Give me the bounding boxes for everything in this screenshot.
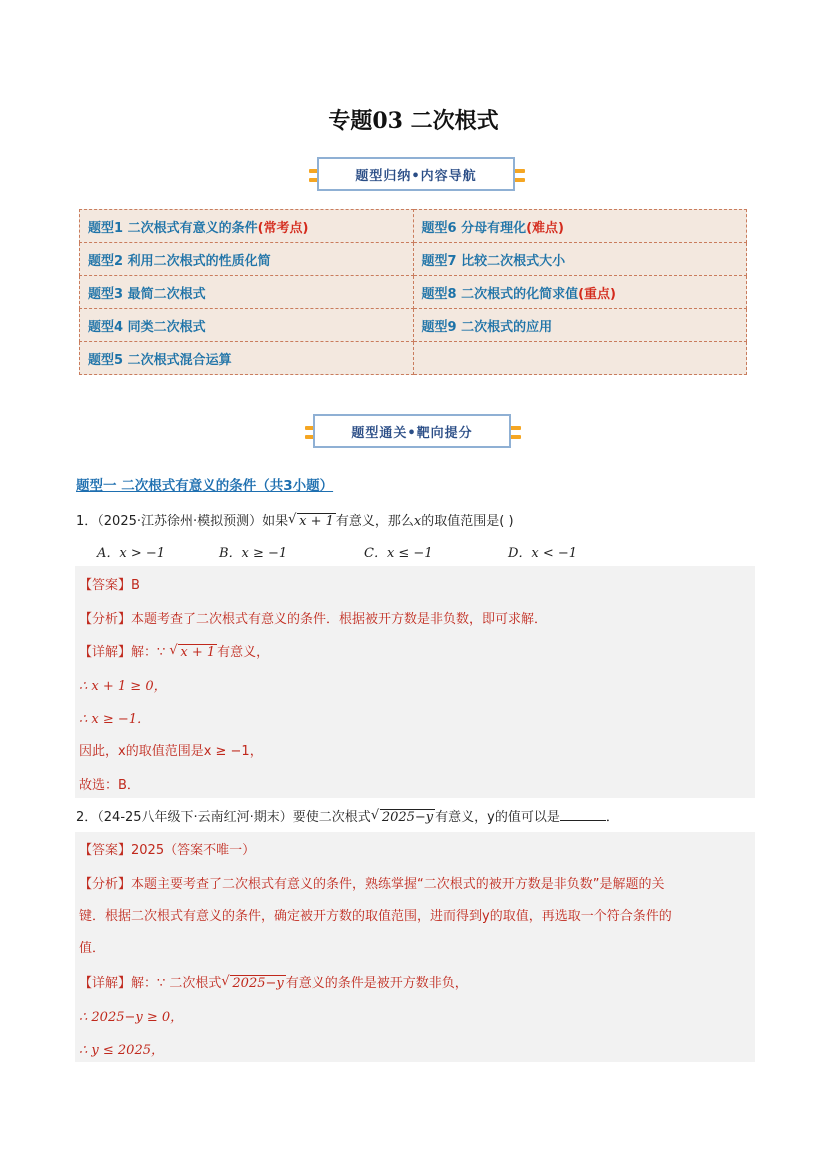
answer-blank[interactable] (560, 808, 606, 821)
toc-item[interactable]: 题型4 同类二次根式 (80, 309, 414, 342)
toc-item[interactable]: 题型1 二次根式有意义的条件(常考点) (80, 210, 414, 243)
answer-block-1 (75, 566, 755, 798)
toc-row (80, 243, 747, 276)
practice-banner: 题型通关•靶向提分 (313, 414, 511, 448)
detail-line: 【详解】解：∵ √ x + 1 有意义， (79, 641, 269, 660)
toc-item[interactable]: 题型3 最简二次根式 (80, 276, 414, 309)
toc-row (80, 210, 747, 243)
analysis-line: 键．根据二次根式有意义的条件，确定被开方数的取值范围，进而得到y的取值，再选取一个符合条件的 (79, 909, 672, 924)
answer-block-2 (75, 832, 755, 1062)
toc-item[interactable]: 题型8 二次根式的化简求值(重点) (413, 276, 747, 309)
detail-line: 【详解】解：∵ 二次根式√ 2025−y 有意义的条件是被开方数非负， (79, 972, 468, 991)
toc-row (80, 276, 747, 309)
option-a[interactable]: A．x > −1 (97, 546, 166, 561)
page-title: 专题03 二次根式 (328, 108, 499, 134)
toc-item[interactable]: 题型9 二次根式的应用 (413, 309, 747, 342)
question-1: 1．（2025·江苏徐州·模拟预测）如果√ x + 1 有意义，那么x的取值范围是( ) (76, 510, 514, 529)
option-b[interactable]: B．x ≥ −1 (219, 546, 288, 561)
toc-row (80, 309, 747, 342)
analysis-line: 【分析】本题主要考查了二次根式有意义的条件，熟练掌握“二次根式的被开方数是非负数”是解题的关 (79, 877, 665, 892)
step-line: 因此，x的取值范围是x ≥ −1， (79, 744, 263, 759)
question-2: 2．（24-25八年级下·云南红河·期末）要使二次根式√ 2025−y 有意义，y的值可以是 ． (76, 806, 619, 825)
step-line: ∴ y ≤ 2025， (79, 1043, 164, 1058)
step-line: ∴ 2025−y ≥ 0， (79, 1010, 184, 1025)
answer-line: 【答案】2025（答案不唯一） (79, 843, 256, 858)
option-c[interactable]: C．x ≤ −1 (364, 546, 433, 561)
toc-banner: 题型归纳•内容导航 (317, 157, 515, 191)
answer-line: 【答案】B (79, 578, 140, 593)
step-line: 故选：B． (79, 778, 140, 793)
toc-item[interactable]: 题型7 比较二次根式大小 (413, 243, 747, 276)
toc-item-empty (413, 342, 747, 375)
toc-item[interactable]: 题型6 分母有理化(难点) (413, 210, 747, 243)
option-d[interactable]: D．x < −1 (508, 546, 578, 561)
toc-item[interactable]: 题型5 二次根式混合运算 (80, 342, 414, 375)
toc-item[interactable]: 题型2 利用二次根式的性质化简 (80, 243, 414, 276)
toc-table (79, 209, 747, 375)
analysis-line: 值． (79, 941, 106, 956)
step-line: ∴ x ≥ −1． (79, 712, 151, 727)
section-heading[interactable]: 题型一 二次根式有意义的条件（共3小题） (76, 478, 334, 494)
analysis-line: 【分析】本题考查了二次根式有意义的条件．根据被开方数是非负数，即可求解． (79, 612, 548, 627)
toc-row (80, 342, 747, 375)
step-line: ∴ x + 1 ≥ 0， (79, 679, 167, 694)
